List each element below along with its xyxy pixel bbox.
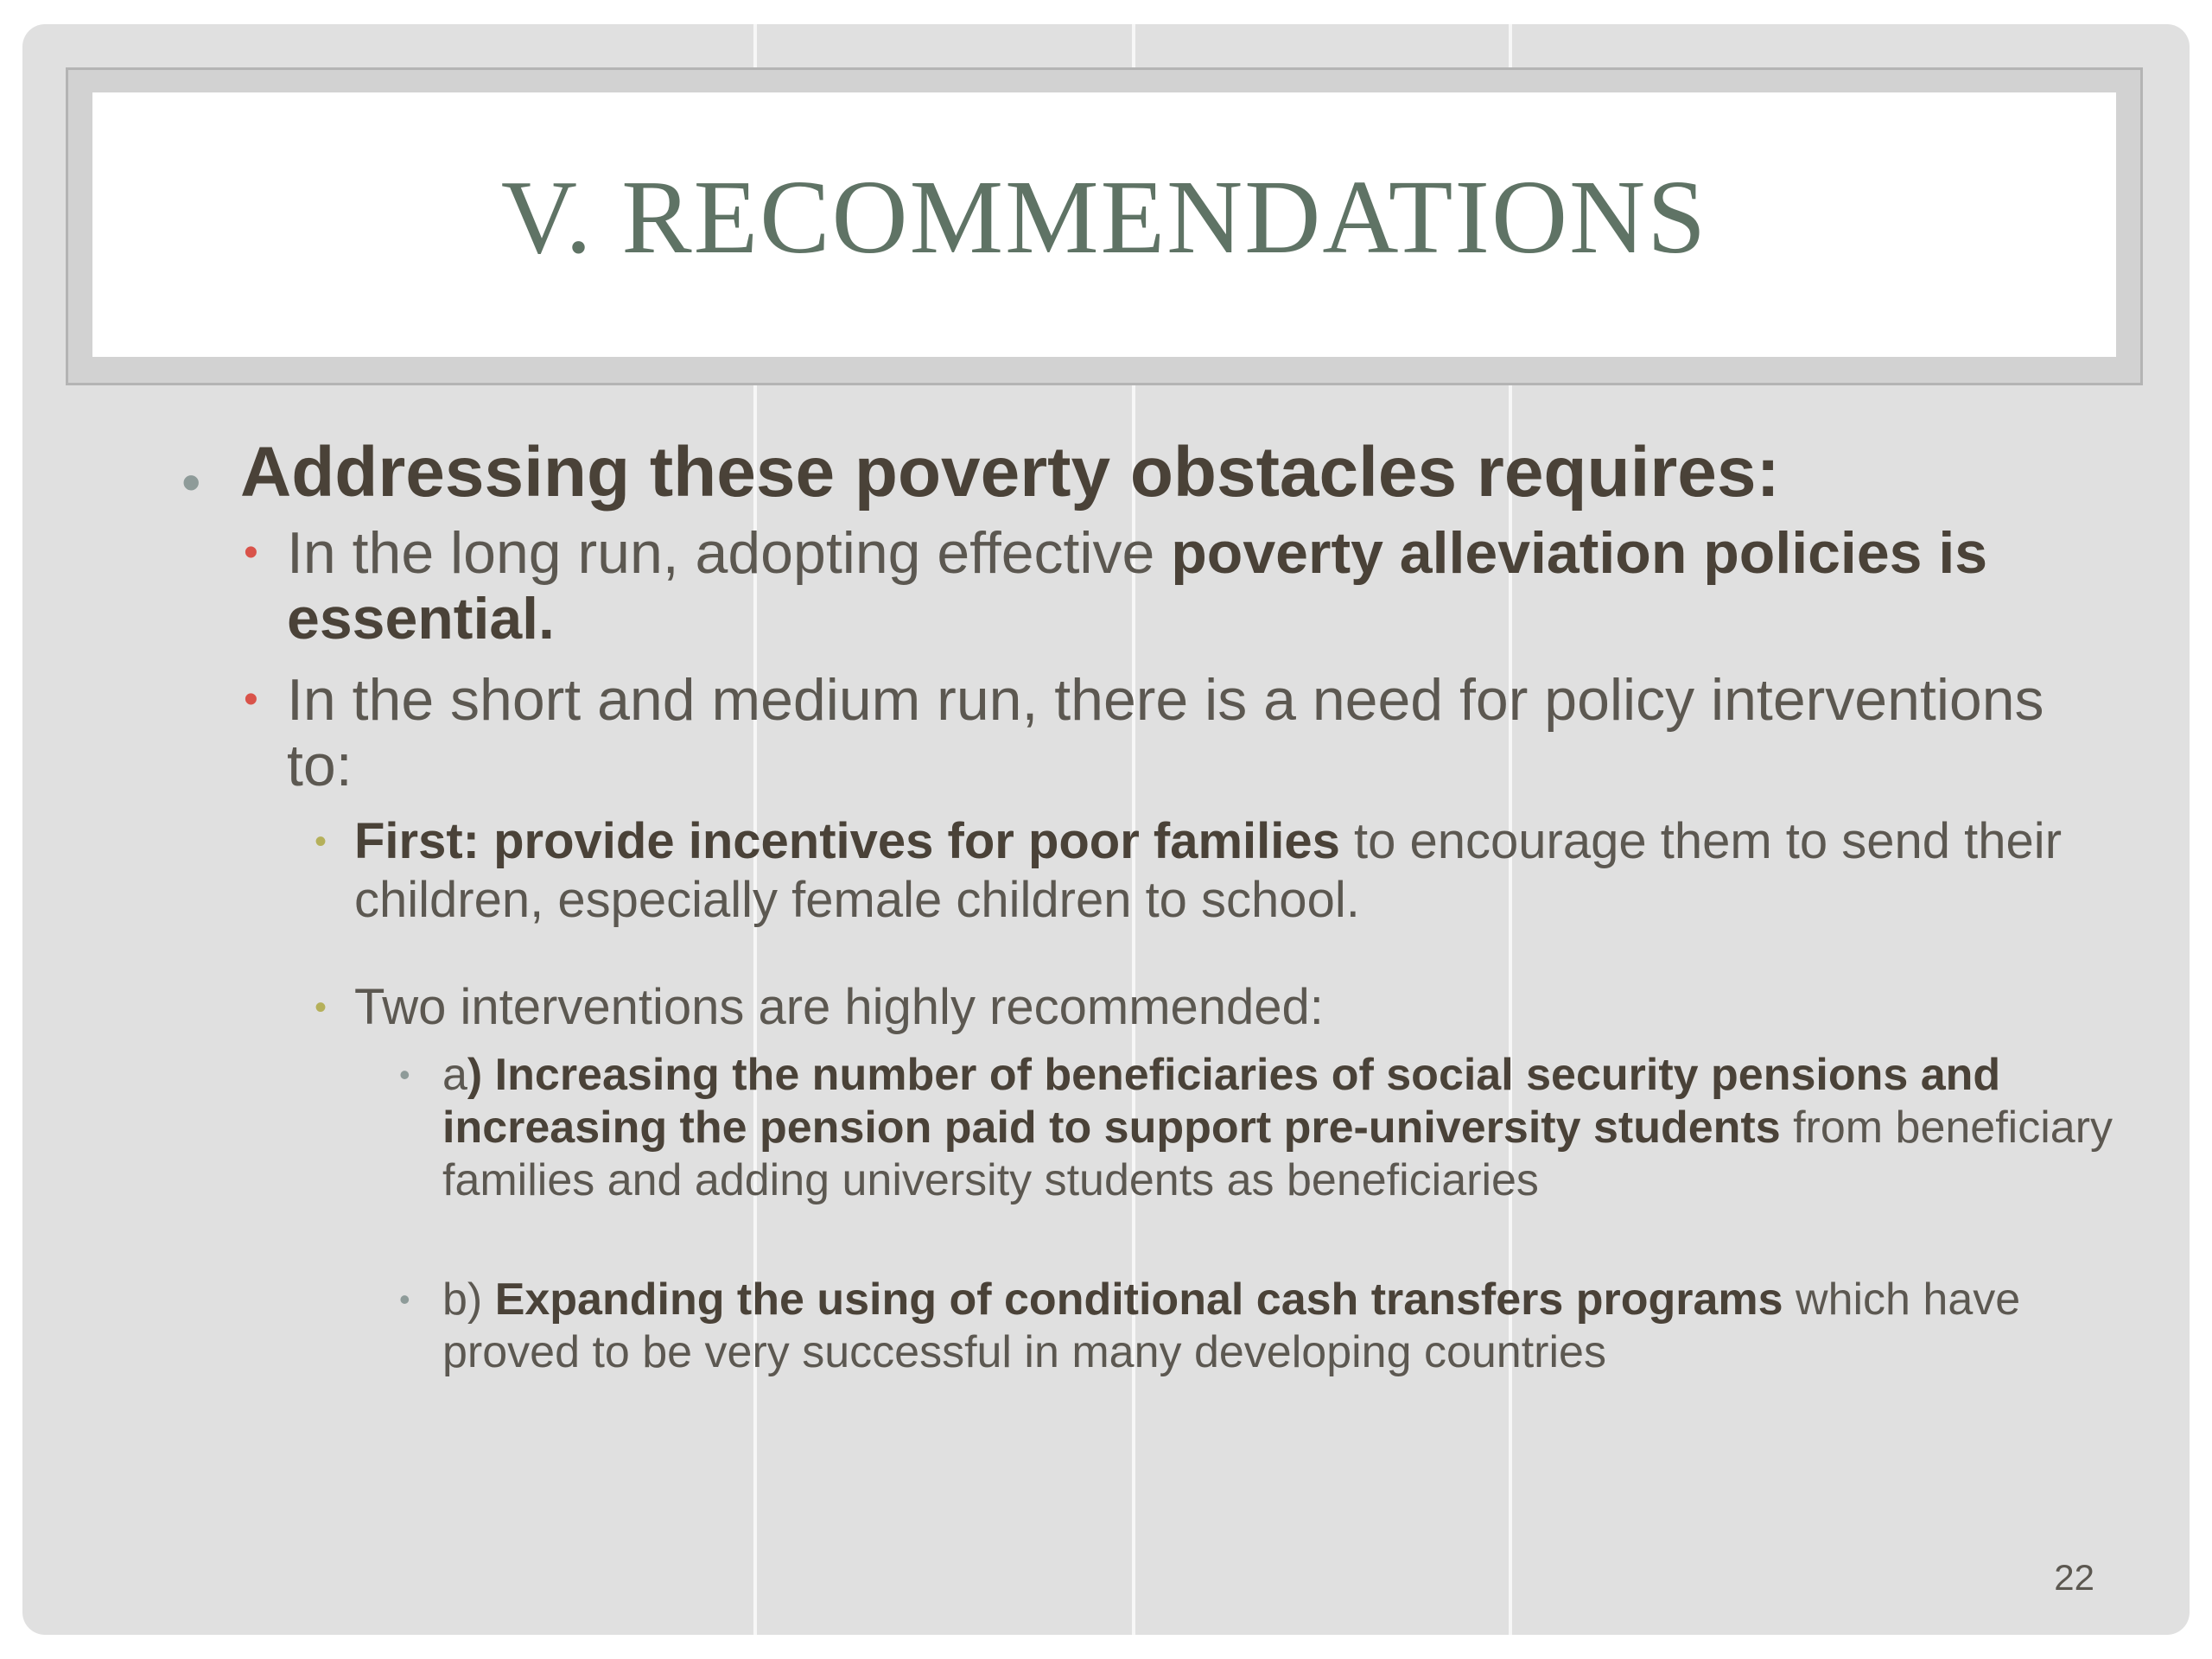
short-run-text: In the short and medium run, there is a need for policy interventions to: <box>287 667 2044 798</box>
bullet-short-run <box>244 667 2050 798</box>
bullet-icon: • <box>315 988 327 1027</box>
bullet-icon: • <box>315 823 327 861</box>
option-b-plain: which have proved to be very successful in many developing countries <box>442 1274 2021 1377</box>
long-run-text <box>287 520 2050 652</box>
bullet-icon: • <box>181 451 201 513</box>
first-text <box>354 812 2082 930</box>
bullet-icon: • <box>244 530 258 575</box>
slide <box>22 24 2190 1635</box>
bullet-first <box>315 812 2082 930</box>
option-b-text <box>442 1274 2136 1379</box>
page-number: 22 <box>2054 1557 2094 1598</box>
option-b-bold: Expanding the using of conditional cash transfers programs <box>494 1274 1783 1325</box>
bullet-icon: • <box>399 1281 410 1317</box>
long-run-plain: In the long run, adopting effective <box>287 520 1172 586</box>
bullet-icon: • <box>399 1057 410 1092</box>
option-a-bold: ) Increasing the number of beneficiaries of social security pensions and increasing the pension paid to support pre-university students <box>442 1050 2001 1153</box>
slide-title: V. RECOMMENDATIONS <box>500 159 1708 276</box>
option-b-prefix: b) <box>442 1274 495 1325</box>
first-plain: to encourage them to send their children, especially female children to school. <box>354 813 2063 928</box>
long-run-bold: poverty alleviation policies is essential. <box>287 520 1988 652</box>
bullet-icon: • <box>244 677 258 722</box>
slide-content <box>22 24 2190 1635</box>
option-a-prefix: a <box>442 1050 467 1100</box>
bullet-option-b <box>399 1274 2136 1379</box>
two-interventions-text: Two interventions are highly recommended: <box>354 979 1324 1035</box>
bullet-heading <box>181 430 2141 515</box>
first-bold: First: provide incentives for poor families <box>354 813 1340 869</box>
bullet-two-interventions <box>315 978 2082 1037</box>
heading-text: Addressing these poverty obstacles requires: <box>240 433 1780 512</box>
option-a-plain: from beneficiary families and adding university students as beneficiaries <box>442 1103 2113 1205</box>
bullet-option-a <box>399 1049 2136 1207</box>
option-a-text <box>442 1049 2136 1207</box>
bullet-long-run <box>244 520 2050 652</box>
